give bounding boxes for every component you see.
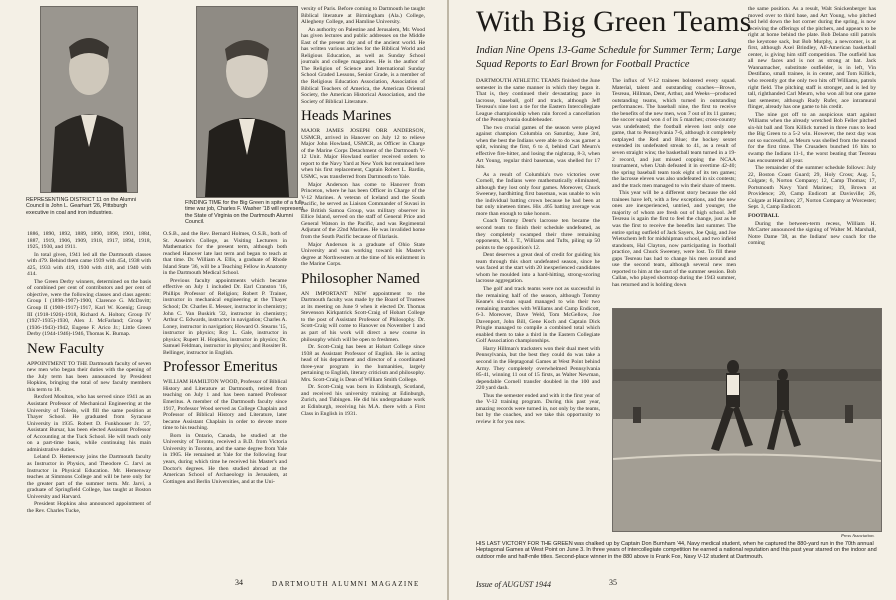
new-faculty-paragraph-4: President Hopkins also announced appointment of the Rev. Charles Tucke, <box>27 501 151 514</box>
issue-footer: Issue of AUGUST 1944 <box>476 580 552 589</box>
track-photo-caption: HIS LAST VICTORY FOR THE GREEN was chalked up by Captain Don Burnham '44, Navy medical student, when he captured the 880-yard run in the 70th annual Heptagonal Games at West Point on June 3. In three years of intercollegiate competition he earned a national reputation and this past year starred on the indoor and outdoor mile and half-mile titles. Second-place winner in the 880 above is Frank Fox, Navy V-12 student at Dartmouth. <box>476 541 877 560</box>
wood-career-paragraph: versity of Paris. Before coming to Dartmouth he taught Biblical literature at Birmingham (Ala.) College, Allegheny College, and Hamline University. <box>301 6 425 26</box>
semester-ended-paragraph: Thus the semester ended and with it the first year of the V-12 training program. During this past year, amazing records were turned in, not only by the teams, but by the coaches, and we take this opportunity to review it for you now. <box>476 392 600 425</box>
left-column-1 <box>27 231 151 575</box>
lineup-paragraph: the same position. As a result, Walt Snickenberger has moved over to third base, and Art Young, who pitched and held down the hot corner during the spring, is now receiving the offerings of the pitchers, and appears to be right at home behind the plate. Bob Delano still patrols the keystone sack, but Bob Murphy, a newcomer, is at first, although Axel Brindley, All-American basketball center, is giving him stiff competition. The outfield has all new faces and is not as strong at bat. Jack Wannamacher, substitute outfielder, is in left, Vin Destifano, small trainee, is in center, and Tom Killick, who recently got the only two hits off Williams, patrols right field. The pitching staff is stronger, and is led by tall, righthanded Carl Meurn, who won all but one game last semester, although Rudy Rufer, ace intramural flinger, already has one game to his credit. <box>748 6 876 111</box>
v12-influx-paragraph: The influx of V-12 trainees bolstered every squad. Material, talent and outstanding coaches—Brown, Tesreau, Hillman, Dent, Arthur, and Weeks—produced outstanding teams, which turned in outstanding performances. The baseball nine, the first to receive the benefits of the new men, won 7 out of its 11 games; the soccer squad won 4 of its 5 matches; cross-country was undefeated; the football eleven lost only one game, that to Pennsylvania 7-6, although it completely outplayed the Red and Blue; the hockey sextet extended its undefeated streak to 41, as a result of seven straight wins; the basketball team turned in a 19-2 record, and just missed copping the NCAA tournament, when Utah defeated it in overtime 42-40; the spring baseball team took eight of its ten games; the lacrosse eleven was also undefeated in six contests; and the track men managed to win their share of meets. <box>612 78 736 189</box>
magazine-footer: DARTMOUTH ALUMNI MAGAZINE <box>272 580 420 588</box>
green-derby-paragraph: The Green Derby winners, determined on the basis of combined per cent of contributors and per cent of objective, were the following classes and class agents: Group I (1898-1907)-1900, Clarence G. McDavitt; Group II (1908-1917)-1917, Karl W. Koenig; Group III (1918-1926)-1918, Richard A. Holton; Group IV (1927-1935)-1930, Alex J. McFarland; Group V (1936-1943)-1942, Eugene F. Arico Jr.; Little Green Derby (1944-1946)-1946, Thomas K. Burnap. <box>27 278 151 338</box>
different-story-paragraph: This year will be a different story because the old trainees have left, with a few exceptions, and the new ones are inexperienced, untried, and younger, the majority of whom are fresh out of high school. Jeff Tesreau is again the first to feel the change, just as he was the first to receive the benefits last summer. The entire spring outfield of Jack Sayers, Joe Quig, and Joe Wietschem left for midshipman school, and two infield standouts, Hal Clayton, now participating in football practice, and Chuck Sweeney, were lost. To fill these gaps Tesreau has had to change his men around and use the second team, although several new men reported to him at the start of the summer session. Bob Callan, who played shortstop during the 1943 summer, has returned and is holding down <box>612 190 736 288</box>
portrait-photo-washer <box>196 6 298 198</box>
right-column-1 <box>476 78 600 526</box>
new-faculty-paragraph-3: Leland D. Hemenway joins the Dartmouth faculty as Instructor in Physics, and Theodore C. Jarvi as Instructor in Physical Education. Mr. Hemenway teaches at Simmons College and will be here only for the greater part of the summer term. Mr. Jarvi, a graduate of Springfield College, has taught at Boston University and Harvard. <box>27 454 151 500</box>
philosopher-named-heading: Philosopher Named <box>301 270 420 287</box>
track-race-photo <box>612 308 882 532</box>
article-subtitle: Indian Nine Opens 13-Game Schedule for Summer Term; Large Squad Reports to Earl Brown for Football Practice <box>476 45 742 70</box>
philosopher-paragraph: AN IMPORTANT NEW appointment to the Dartmouth faculty was made by the Board of Trustees at its meeting on June 9 when it elected Dr. Thomas Stevenson Kirkpatrick Scott-Craig of Hobart College to the post of Assistant Professor of Philosophy. Dr. Scott-Craig will come to Hanover on November 1 and as part of his work will direct a new course in philosophy which will be open to freshmen. <box>301 290 425 343</box>
philosopher-paragraph-2: Dr. Scott-Craig has been at Hobart College since 1938 as Assistant Professor of English. He is acting head of his department and director of a coordinated three-year program in the humanities, largely pertaining to English, literary criticism and philosophy. Mrs. Scott-Craig is Dean of William Smith College. <box>301 344 425 383</box>
portrait-photo-gearhart <box>40 6 138 193</box>
professor-emeritus-paragraph-2: Born in Ontario, Canada, he studied at the University of Toronto, received a B.D. from Victoria University in Toronto, and the same degree from Yale in 1905. He remained at Yale for the following four years, during which time he received his Master's and Doctor's degrees. He then studied abroad at the American School of Archaeology in Jerusalem, at Gottingen and Berlin Universities, and at the Uni- <box>163 432 287 485</box>
right-page <box>449 0 896 600</box>
left-page <box>0 0 447 600</box>
article-title: With Big Green Teams <box>476 5 752 38</box>
photo-credit: Press Association. <box>841 533 875 538</box>
dent-credit-paragraph: Dent deserves a great deal of credit for guiding his team through this short undefeated season, since he was faced at the start with 20 inexperienced candidates whom he moulded into a hard-hitting, strong-scoring lacrosse aggregation. <box>476 252 600 285</box>
new-faculty-paragraph-2: Rexford Moulton, who has served since 1941 as an Assistant Professor of Mechanical Engineering at the University of Toledo, will fill the same position at Thayer School. He graduated from Syracuse University in 1935. Robert D. Funkhouser Jr. '27, Assistant Bursar, has been elected Assistant Professor of Accounting at the Tuck School. He will teach only on a part-time basis, while continuing his main administrative duties. <box>27 394 151 453</box>
left-page-number: 34 <box>235 578 243 587</box>
golf-track-paragraph: The golf and track teams were not as successful in the remaining half of the season, although Tommy Keane's six-man squad managed to win their two remaining matches with Williams and Camp Endicott, 6-3. Moreover, Dave Weld, Tom McGellow, Joe Davenport, John Bill, Gene Koch and Captain Dick Pringle managed to compile a combined total which enabled them to take a third in the Eastern Collegiate Golf Association championships. <box>476 285 600 345</box>
heads-marines-paragraph-2: Major Anderson has come to Hanover from Princeton, where he has been Officer in Charge of the V-12 Marines. A veteran of Iceland and the South Pacific, he served as Liaison Commander of Suvasi in the British Samoa Group, was military observer in Ellice Island, served on the staff of General Price and General Watson in the Pacific, and was Regimental Adjutant of the 22nd Marines. He was invalided home from the South Pacific because of filariasis. <box>301 181 425 240</box>
right-page-number: 35 <box>609 578 617 587</box>
wood-authority-paragraph: An authority on Palestine and Jerusalem, Mr. Wood has given lectures and public addresses on the Middle East of the present day and of the ancient world. He has written various articles for the Biblical World and Religious Education, as well as Sunday School journals and college magazines. He is the author of The Religion of Science and International Sunday School Graded Lessons, Senior Grade, is a member of the Religious Education Association, Association of Biblical Teachers of America, the American Oriental Society, the American Historical Association, and the Society of Biblical Literature. <box>301 26 425 105</box>
faculty-appointments-paragraph: Previous faculty appointments which became effective on July 1 included Dr. Earl Cranston '16, Phillips Professor of Religion; Robert P. Trainer, instructor in mechanical engineering at the Thayer School; Dr. Charles E. Messer, instructor in chemistry; John C. Van Buskirk '32, instructor in chemistry; Arthur C. Edwards, instructor in navigation; Charles A. Loney, instructor in navigation; Howard O. Stearns '15, instructor in physics; Roy L. Gale, instructor in physics; Rupert H. Hopkins, instructor in physics; Dr. Samuel Feldman, instructor in physics; and Rossiter R. Bellinger, instructor in English. <box>163 277 287 356</box>
left-column-2 <box>163 231 287 575</box>
visiting-lecturers-paragraph: O.S.B., and the Rev. Bernard Holmes, O.S.B., both of St. Anselm's College, as Visiting Lecturers in Mathematics for the present term, although both reached Hanover late last term and began to teach at that time. Dr. William A. Ellis, a graduate of Rhode Island State '36, will be a Teaching Fellow in Anatomy in the Dartmouth Medical School. <box>163 231 287 277</box>
portrait-photo-gearhart-image <box>41 7 137 192</box>
football-paragraph: During the between-term recess, William H. McCarter announced the signing of Walter M. Marshall, Notre Dame '38, as the Indians' new coach for the coming <box>748 220 876 247</box>
heads-marines-paragraph: MAJOR JAMES JOSEPH ORR ANDERSON, USMCR, arrived in Hanover on July 12 to relieve Major John Howland, USMCR, as Officer in Charge of the Marine Corps Detachment of the Dartmouth V-12 Unit. Major Howland earlier received orders to report to the Navy Yard at New York but remained here when his first replacement, Captain Robert L. Bardin, USMC, was transferred from Dartmouth to Yale. <box>301 128 425 181</box>
heads-marines-heading: Heads Marines <box>301 108 392 125</box>
football-subhead: FOOTBALL <box>748 212 780 219</box>
new-faculty-paragraph: APPOINTMENT TO THE Dartmouth faculty of seven new men who began their duties with the opening of the July term has been announced by President Hopkins, bringing the total of new faculty members this term to 18. <box>27 360 151 393</box>
professor-emeritus-heading: Professor Emeritus <box>163 359 278 376</box>
heads-marines-paragraph-3: Major Anderson is a graduate of Ohio State University and was working toward his Master's degree at Northwestern at the time of his enlistment in the Marine Corps. <box>301 241 425 268</box>
caption-washer: FINDING TIME for the Big Green in spite of a full-time war job, Charles F. Washer '18 will represent the State of Virginia on the Dartmouth Alumni Council. <box>185 200 304 226</box>
athletics-intro-paragraph: DARTMOUTH ATHLETIC TEAMS finished the June semester in the same manner in which they began it. That is, they continued their devastating pace in lacrosse, baseball, golf and track, although Jeff Tesreau's nine lost a tie for the Eastern Intercollegiate League championship when rain forced a cancellation of the Pennsylvania doubleheader. <box>476 78 600 124</box>
philosopher-paragraph-3: Dr. Scott-Craig was born in Edinburgh, Scotland, and received his university training at Edinburgh, Zurich, and Tubingen. He did his undergraduate work at Edinburgh, receiving his M.A. there with a First Class in English in 1931. <box>301 384 425 417</box>
portrait-photo-washer-image <box>197 7 297 197</box>
lacrosse-paragraph: Coach Tommy Dent's lacrosse ten became the second team to finish their schedule undefeated, as they completely swamped their three remaining opponents, M. I. T., Williams and Tufts, piling up 50 points to the opposition's 12. <box>476 218 600 251</box>
new-faculty-heading: New Faculty <box>27 340 105 357</box>
total-given-paragraph: In total given, 1941 led all the Dartmouth classes with 479. Behind them came 1939 with 454, 1938 with 425, 1933 with 419, 1930 with 418, and 1940 with 414. <box>27 251 151 278</box>
donor-classes-paragraph: 1886, 1890, 1892, 1889, 1890, 1898, 1901, 1884, 1887, 1919, 1906, 1909, 1918, 1917, 1894, 1918, 1925, 1930, and 1911. <box>27 231 151 251</box>
track-race-photo-image <box>613 309 881 531</box>
professor-emeritus-paragraph: WILLIAM HAMILTON WOOD, Professor of Biblical History and Literature at Dartmouth, retired from teaching on July 1 and has been named Professor Emeritus. A member of the Dartmouth faculty since 1917, Professor Wood served as College Chaplain and Professor of Biblical History and Literature, later became Assistant Chaplain in order to devote more time to his teaching. <box>163 379 287 432</box>
caption-gearhart: REPRESENTING DISTRICT 11 on the Alumni Council is John L. Gearhart '26, Pittsburgh executive in coal and iron industries. <box>26 197 137 216</box>
tracksters-paragraph: Harry Hillman's tracksters won their dual meet with Pennsylvania, but the best they could do was take a second in the Heptagonal Games at West Point behind Army. They completely overwhelmed Pennsylvania 85-41, winning 11 out of 15 firsts, as Walter Newman, dependable Cornell transfer doubled in the 100 and 220 yard dash. <box>476 345 600 392</box>
schedule-paragraph: The remainder of the summer schedule follows: July 22, Boston Coast Guard; 29, Holy Cross; Aug. 5, Colgate; 6, Norton Company; 12, Camp Thomas; 17, Portsmouth Navy Yard Marines; 19, Brown at Providence; 20, Camp Endicott at Davisville; 26, Colgate at Hamilton; 27, Norton Company at Worcester; Sept. 3, Camp Endicott. <box>748 165 876 211</box>
eliminated-paragraph: As a result of Columbia's two victories over Cornell, the Indians were mathematically eliminated, although they lost only four games. Moreover, Chuck Sweeney, hardhitting first baseman, was unable to win the individual batting crown because he had been at bat only nineteen times. His .465 batting average was more than enough to take honors. <box>476 171 600 217</box>
columbia-games-paragraph: The two crucial games of the season were played against champion Columbia on Saturday, June 3rd, when the best the Indians were able to do was garner a split, winning the first, 6 to 4, behind Carl Meurn's effective fire-hitter, and losing the nightcap, 8-3, when Art Young, regular third baseman, was shelled for 17 hits. <box>476 124 600 171</box>
right-column-3 <box>748 6 876 306</box>
nine-start-paragraph: The nine got off to an auspicious start against Williams when the already wretched Bob Feller pitched six-hit ball and Tom Killick turned in three runs to lead the Big Green to a 5-2 win. However, the next day was not so successful, as Meurn was shelled from the mound for the first time. The Crusaders bunched 16 hits to swamp the Indians 11-1, the worst beating that Tesreau has encountered all year. <box>748 111 876 164</box>
left-column-3 <box>301 6 425 575</box>
